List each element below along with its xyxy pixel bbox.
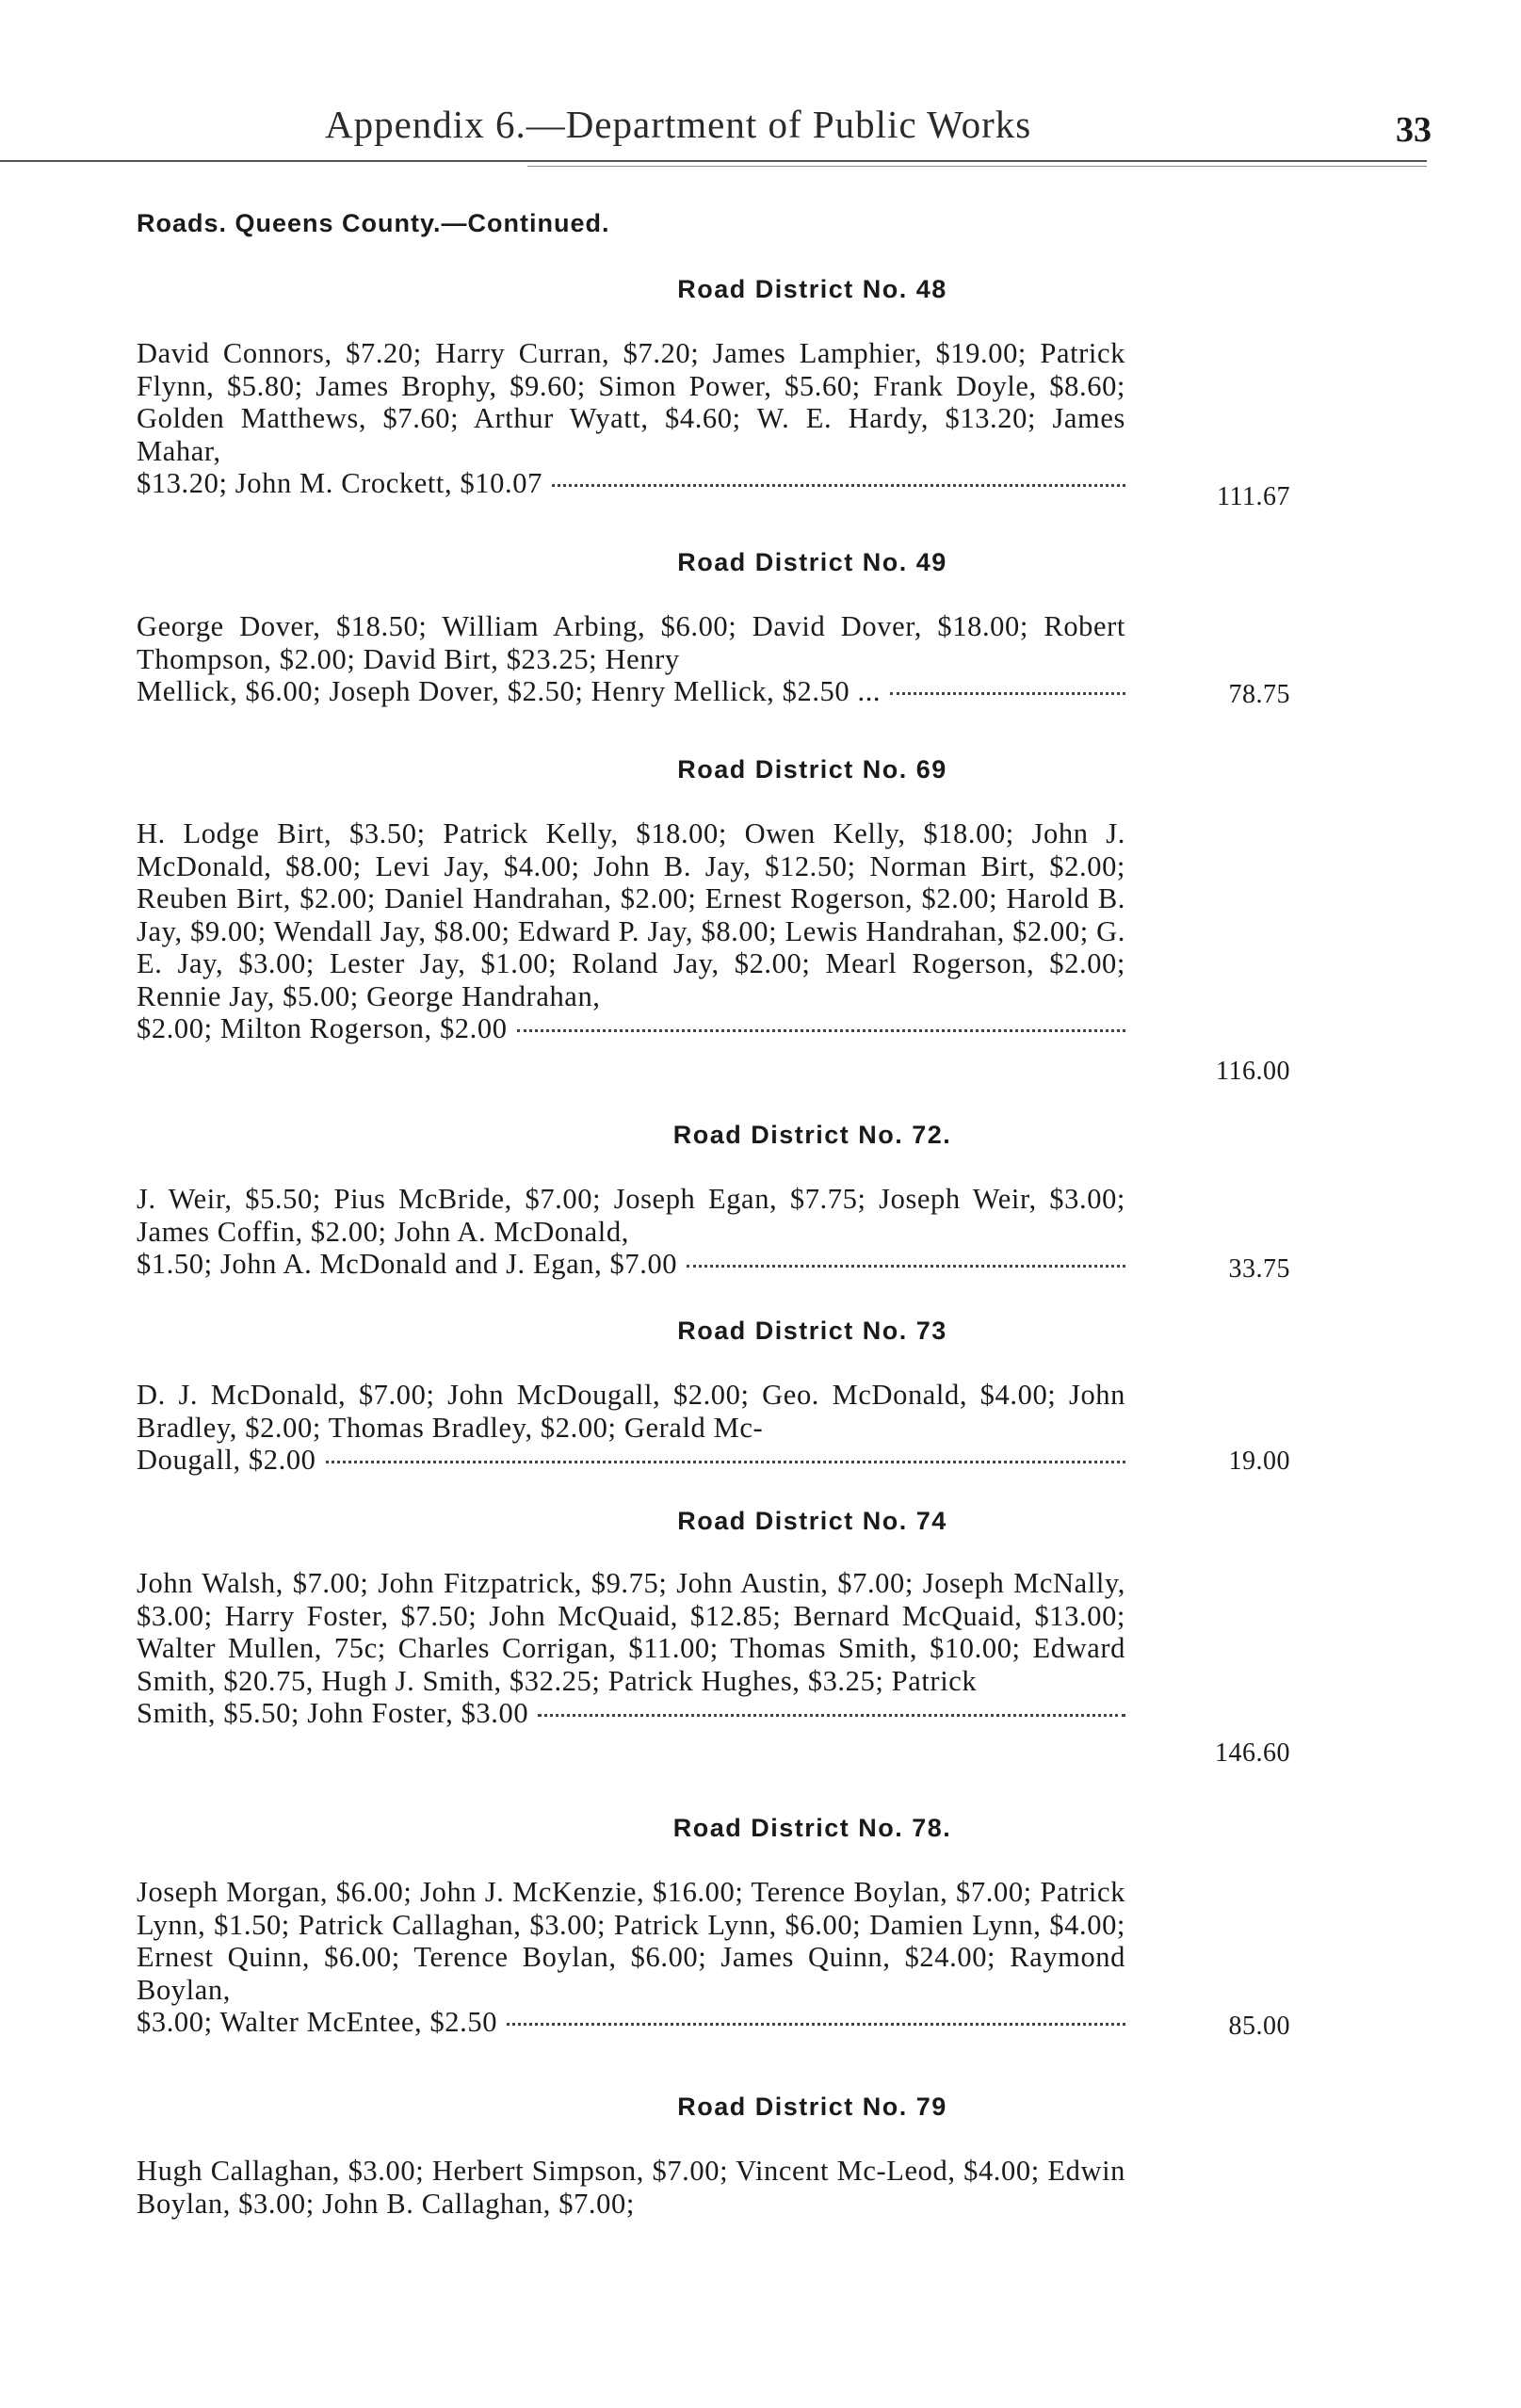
entry-text: George Dover, $18.50; William Arbing, $6.00; David Dover, $18.00; Robert Thompson, $2.00; David Birt, $23.25; Henry <box>137 610 1125 675</box>
dot-leader <box>517 1029 1125 1032</box>
entry-text: H. Lodge Birt, $3.50; Patrick Kelly, $18.00; Owen Kelly, $18.00; John J. McDonald, $8.00; Levi Jay, $4.00; John B. Jay, $12.50; Norman Birt, $2.00; Reuben Birt, $2.00; Daniel Handrahan, $2.00; Ernest Rogerson, $2.00; Harold B. Jay, $9.00; Wendall Jay, $8.00; Edward P. Jay, $8.00; Lewis Handrahan, $2.00; G. E. Jay, $3.00; Lester Jay, $1.00; Roland Jay, $2.00; Mearl Rogerson, $2.00; Rennie Jay, $5.00; George Handrahan, <box>137 817 1125 1012</box>
dot-leader <box>326 1461 1125 1463</box>
district-amount: 146.60 <box>1215 1738 1290 1768</box>
district-entry <box>137 1876 1125 2039</box>
running-head <box>0 102 1521 158</box>
district-entry <box>137 817 1125 1045</box>
district-title: Road District No. 48 <box>677 275 947 303</box>
entry-text: David Connors, $7.20; Harry Curran, $7.20; James Lamphier, $19.00; Patrick Flynn, $5.80; James Brophy, $9.60; Simon Power, $5.60; Frank Doyle, $8.60; Golden Matthews, $7.60; Arthur Wyatt, $4.60; W. E. Hardy, $13.20; James Mahar, <box>137 337 1125 467</box>
district-amount: 19.00 <box>1228 1446 1290 1476</box>
district-title: Road District No. 79 <box>677 2093 947 2121</box>
district-amount: 85.00 <box>1228 2012 1290 2041</box>
entry-last-line: $13.20; John M. Crockett, $10.07 <box>137 467 542 499</box>
district-amount: 111.67 <box>1217 482 1290 511</box>
district-title: Road District No. 69 <box>677 755 947 784</box>
entry-last-line: $3.00; Walter McEntee, $2.50 <box>137 2006 498 2038</box>
entry-text: John Walsh, $7.00; John Fitzpatrick, $9.75; John Austin, $7.00; Joseph McNally, $3.00; Harry Foster, $7.50; John McQuaid, $12.85; Bernard McQuaid, $13.00; Walter Mullen, 75c; Charles Corrigan, $11.00; Thomas Smith, $10.00; Edward Smith, $20.75, Hugh J. Smith, $32.25; Patrick Hughes, $3.25; Patrick <box>137 1567 1125 1697</box>
district-entry <box>137 1183 1125 1281</box>
header-rule <box>0 160 1427 162</box>
district-entry <box>137 610 1125 708</box>
entry-text: D. J. McDonald, $7.00; John McDougall, $2.00; Geo. McDonald, $4.00; John Bradley, $2.00; Thomas Bradley, $2.00; Gerald Mc- <box>137 1379 1125 1444</box>
district-title: Road District No. 49 <box>677 548 947 576</box>
dot-leader <box>687 1265 1125 1268</box>
dot-leader <box>552 484 1125 487</box>
district-amount: 78.75 <box>1228 680 1290 709</box>
district-title: Road District No. 78. <box>672 1814 952 1842</box>
district-entry <box>137 337 1125 500</box>
entry-text: Joseph Morgan, $6.00; John J. McKenzie, $16.00; Terence Boylan, $7.00; Patrick Lynn, $1.50; Patrick Callaghan, $3.00; Patrick Lynn, $6.00; Damien Lynn, $4.00; Ernest Quinn, $6.00; Terence Boylan, $6.00; James Quinn, $24.00; Raymond Boylan, <box>137 1876 1125 2006</box>
district-amount: 33.75 <box>1228 1254 1290 1284</box>
district-title: Road District No. 73 <box>677 1317 947 1345</box>
running-title: Appendix 6.—Department of Public Works <box>325 103 1032 146</box>
dot-leader <box>507 2023 1125 2026</box>
district-title: Road District No. 74 <box>677 1507 947 1535</box>
entry-last-line: $2.00; Milton Rogerson, $2.00 <box>137 1012 508 1044</box>
dot-leader <box>538 1714 1125 1717</box>
entry-last-line: Dougall, $2.00 <box>137 1444 316 1476</box>
district-entry <box>137 1379 1125 1477</box>
entry-text: Hugh Callaghan, $3.00; Herbert Simpson, $7.00; Vincent Mc-Leod, $4.00; Edwin Boylan, $3.00; John B. Callaghan, $7.00; <box>137 2155 1125 2220</box>
entry-last-line: $1.50; John A. McDonald and J. Egan, $7.00 <box>137 1248 678 1280</box>
district-entry <box>137 1567 1125 1730</box>
dot-leader <box>890 692 1125 695</box>
section-heading: Roads. Queens County.—Continued. <box>137 209 610 237</box>
entry-last-line: Smith, $5.50; John Foster, $3.00 <box>137 1697 529 1729</box>
entry-last-line: Mellick, $6.00; Joseph Dover, $2.50; Henry Mellick, $2.50 ... <box>137 675 882 707</box>
district-amount: 116.00 <box>1216 1057 1290 1086</box>
page-number: 33 <box>1396 110 1432 150</box>
district-entry <box>137 2155 1125 2220</box>
header-rule-secondary <box>527 166 1427 167</box>
district-title: Road District No. 72. <box>672 1121 952 1149</box>
entry-text: J. Weir, $5.50; Pius McBride, $7.00; Joseph Egan, $7.75; Joseph Weir, $3.00; James Coffin, $2.00; John A. McDonald, <box>137 1183 1125 1248</box>
